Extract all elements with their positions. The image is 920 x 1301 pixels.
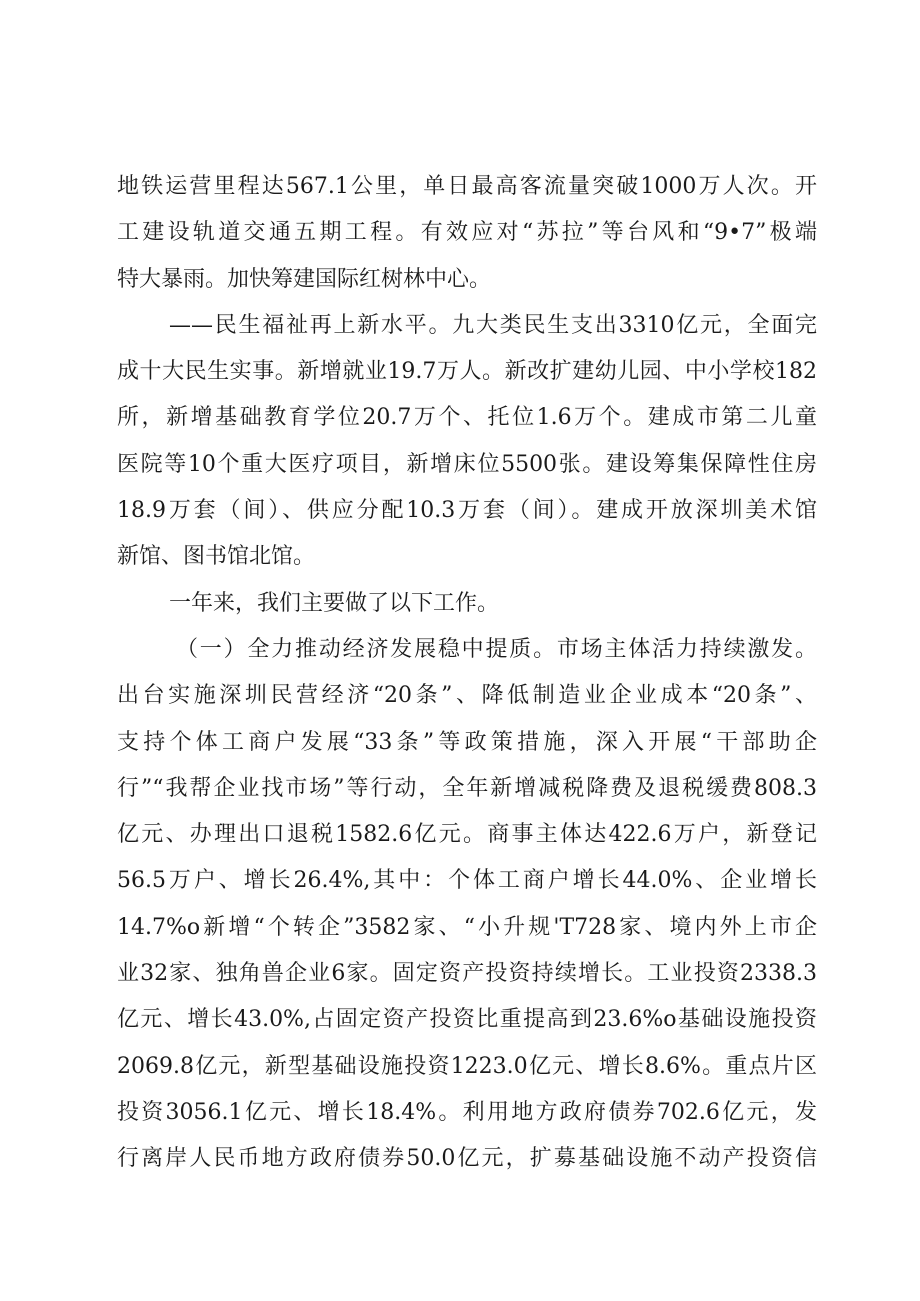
paragraph-line: 工建设轨道交通五期工程。有效应对“苏拉”等台风和“9•7”极端 bbox=[117, 220, 817, 246]
paragraph-line: 业32家、独角兽企业6家。固定资产投资持续增长。工业投资2338.3 bbox=[117, 961, 817, 987]
paragraph-line: 特大暴雨。加快筹建国际红树林中心。 bbox=[117, 266, 492, 292]
paragraph-line: 一年来，我们主要做了以下工作。 bbox=[169, 590, 500, 616]
paragraph-line: 支持个体工商户发展“33条”等政策措施，深入开展“干部助企 bbox=[117, 729, 817, 755]
paragraph-line: 行”“我帮企业找市场”等行动，全年新增减税降费及退税缓费808.3 bbox=[117, 775, 817, 801]
paragraph-line: 2069.8亿元，新型基础设施投资1223.0亿元、增长8.6%。重点片区 bbox=[117, 1053, 817, 1079]
paragraph-line: 地铁运营里程达567.1公里，单日最高客流量突破1000万人次。开 bbox=[117, 174, 817, 199]
paragraph-line: 56.5万户、增长26.4%,其中：个体工商户增长44.0%、企业增长 bbox=[117, 868, 817, 894]
paragraph-line: 所，新增基础教育学位20.7万个、托位1.6万个。建成市第二儿童 bbox=[117, 405, 817, 431]
paragraph-line: （一）全力推动经济发展稳中提质。市场主体活力持续激发。 bbox=[176, 636, 817, 662]
paragraph-line: 14.7%o新增“个转企”3582家、“小升规'T728家、境内外上市企 bbox=[117, 914, 817, 940]
paragraph-line: 亿元、办理出口退税1582.6亿元。商事主体达422.6万户，新登记 bbox=[117, 822, 817, 848]
paragraph-line: 亿元、增长43.0%,占固定资产投资比重提高到23.6%o基础设施投资 bbox=[117, 1007, 817, 1033]
paragraph-line: 18.9万套（间）、供应分配10.3万套（间）。建成开放深圳美术馆 bbox=[117, 498, 817, 524]
paragraph-line: ——民生福祉再上新水平。九大类民生支出3310亿元，全面完 bbox=[169, 312, 817, 338]
paragraph-line: 新馆、图书馆北馆。 bbox=[117, 544, 316, 570]
paragraph-line: 行离岸人民币地方政府债券50.0亿元，扩募基础设施不动产投资信 bbox=[117, 1146, 817, 1172]
paragraph-line: 投资3056.1亿元、增长18.4%。利用地方政府债券702.6亿元，发 bbox=[117, 1099, 817, 1125]
paragraph-line: 出台实施深圳民营经济“20条”、降低制造业企业成本“20条”、 bbox=[117, 683, 817, 709]
paragraph-line: 成十大民生实事。新增就业19.7万人。新改扩建幼儿园、中小学校182 bbox=[117, 359, 817, 385]
paragraph-line: 医院等10个重大医疗项目，新增床位5500张。建设筹集保障性住房 bbox=[117, 451, 817, 477]
document-body bbox=[117, 164, 817, 1183]
